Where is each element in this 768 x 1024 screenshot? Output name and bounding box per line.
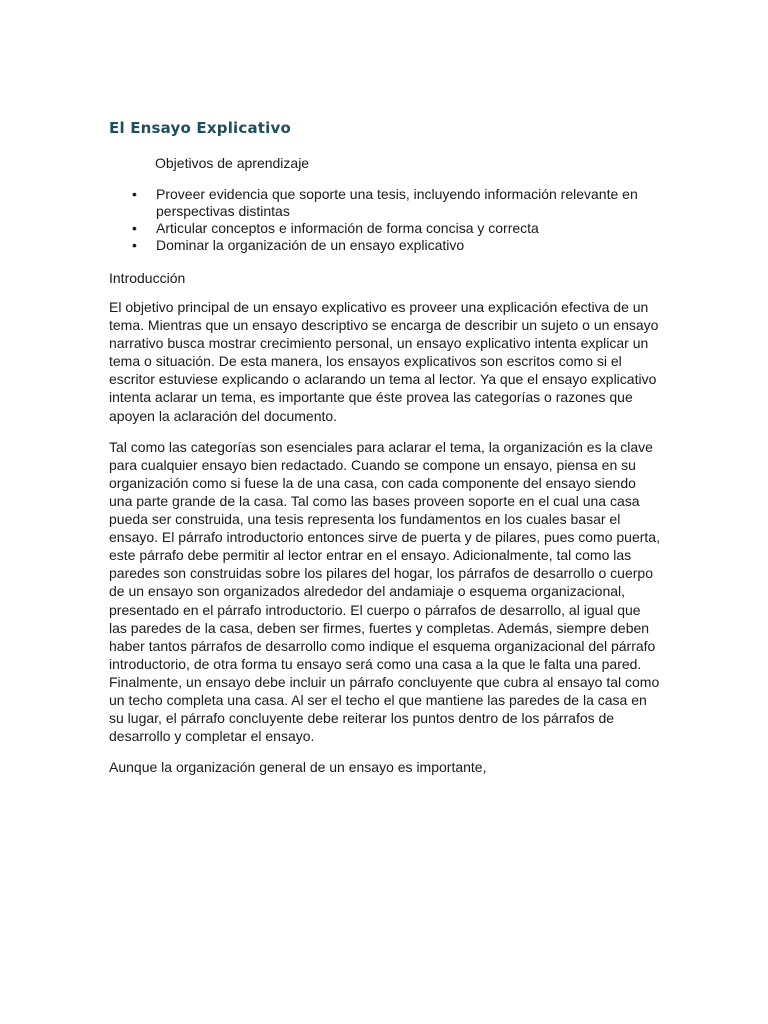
- objective-item: [109, 220, 661, 237]
- bullet-icon: •: [132, 237, 137, 253]
- objective-text: Articular conceptos e información de forma concisa y correcta: [156, 220, 539, 236]
- objective-text: Dominar la organización de un ensayo explicativo: [156, 237, 465, 253]
- intro-heading: Introducción: [109, 270, 186, 286]
- bullet-icon: •: [132, 186, 137, 202]
- objective-item: [109, 237, 661, 254]
- objective-text: Proveer evidencia que soporte una tesis, incluyendo información relevante en perspectivas distintas: [156, 186, 638, 219]
- body-paragraph: El objetivo principal de un ensayo explicativo es proveer una explicación efectiva de un tema. Mientras que un ensayo descriptivo se encarga de describir un sujeto o un ensayo narrativo busca mostrar crecimiento personal, un ensayo explicativo intenta explicar un tema o situación. De esta manera, los ensayos explicativos son escritos como si el escritor estuviese explicando o aclarando un tema al lector. Ya que el ensayo explicativo intenta aclarar un tema, es importante que éste provea las categorías o razones que apoyen la aclaración del documento.: [109, 299, 659, 424]
- bullet-icon: •: [132, 220, 137, 236]
- document-page: [109, 119, 661, 789]
- body-paragraph: Tal como las categorías son esenciales para aclarar el tema, la organización es la clave para cualquier ensayo bien redactado. Cuando se compone un ensayo, piensa en su organización como si fuese la de una casa, con cada componente del ensayo siendo una parte grande de la casa. Tal como las bases proveen soporte en el cual una casa pueda ser construida, una tesis representa los fundamentos en los cuales basar el ensayo. El párrafo introductorio entonces sirve de puerta y de pilares, pues como puerta, este párrafo debe permitir al lector entrar en el ensayo. Adicionalmente, tal como las paredes son construidas sobre los pilares del hogar, los párrafos de desarrollo o cuerpo de un ensayo son organizados alrededor del andamiaje o esquema organizacional, presentado en el párrafo introductorio. El cuerpo o párrafos de desarrollo, al igual que las paredes de la casa, deben ser firmes, fuertes y completas. Además, siempre deben haber tantos párrafos de desarrollo como indique el esquema organizacional del párrafo introductorio, de otra forma tu ensayo será como una casa a la que le falta una pared. Finalmente, un ensayo debe incluir un párrafo concluyente que cubra al ensayo tal como un techo completa una casa. Al ser el techo el que mantiene las paredes de la casa en su lugar, el párrafo concluyente debe reiterar los puntos dentro de los párrafos de desarrollo y completar el ensayo.: [109, 438, 660, 745]
- body-paragraph: Aunque la organización general de un ensayo es importante,: [109, 759, 487, 776]
- objectives-list: [109, 186, 661, 254]
- objective-item: [109, 186, 661, 220]
- document-title: El Ensayo Explicativo: [109, 119, 291, 137]
- objectives-heading: Objetivos de aprendizaje: [155, 155, 310, 171]
